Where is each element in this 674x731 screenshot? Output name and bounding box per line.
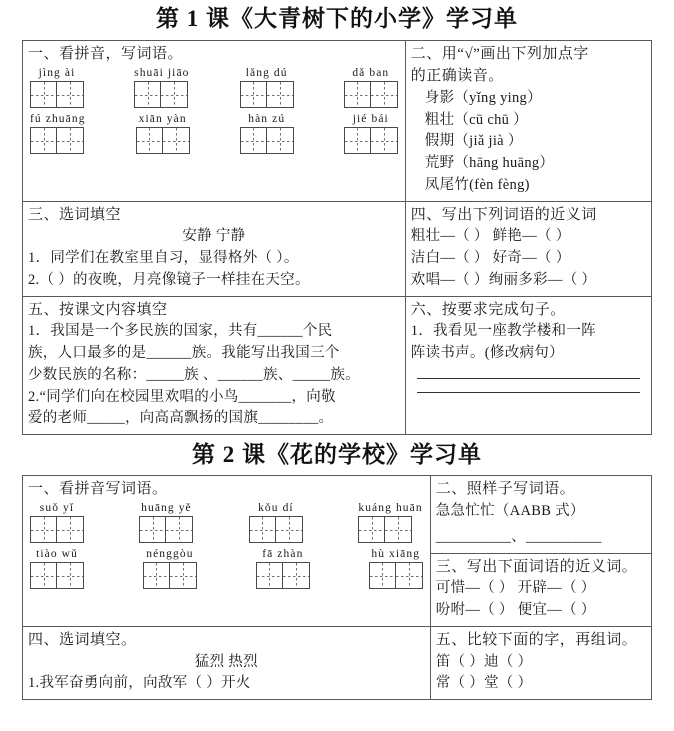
pinyin-label: xiān yàn xyxy=(138,113,187,126)
table-row xyxy=(23,297,651,435)
l2-section-4-question-1[interactable]: 1.我军奋勇向前，向敌军（ ）开火 xyxy=(28,675,251,692)
pinyin-item xyxy=(344,113,398,154)
section-6-complete-sentence xyxy=(406,297,651,435)
l2-section-4-fill-word xyxy=(23,627,431,699)
grid-cell[interactable] xyxy=(30,81,57,108)
grid-cell[interactable] xyxy=(369,562,396,589)
grid-cell[interactable] xyxy=(166,516,193,543)
pinyin-item xyxy=(358,502,422,543)
pinyin-label: fú zhuāng xyxy=(30,113,86,126)
pronunciation-item[interactable]: 粗壮（cū chū ） xyxy=(424,111,528,128)
grid-cell[interactable] xyxy=(139,516,166,543)
l2-section-3-heading: 三、写出下面词语的近义词。 xyxy=(435,558,638,575)
section-6-heading: 六、按要求完成句子。 xyxy=(410,301,566,318)
grid-cell[interactable] xyxy=(57,81,84,108)
l2-pinyin-grid-row-2 xyxy=(28,547,425,593)
section-1-heading: 一、看拼音，写词语。 xyxy=(28,46,184,63)
pinyin-item xyxy=(30,502,84,543)
tianzige-grid[interactable] xyxy=(136,127,190,154)
section-3-word-options: 安静 宁静 xyxy=(182,228,246,245)
pinyin-item xyxy=(344,67,398,108)
section-3-question-1[interactable]: 1．同学们在教室里自习，显得格外（ ）。 xyxy=(28,250,299,267)
fill-line[interactable]: 族，人口最多的是______族。我能写出我国三个 xyxy=(28,345,340,362)
lesson2-table xyxy=(22,475,652,700)
grid-cell[interactable] xyxy=(344,127,371,154)
l2-section-2-example: 急急忙忙（AABB 式） xyxy=(435,503,585,520)
pinyin-label: nénggòu xyxy=(146,548,194,561)
fill-line[interactable]: 1．我国是一个多民族的国家，共有______个民 xyxy=(28,323,333,340)
pinyin-item xyxy=(240,113,294,154)
grid-cell[interactable] xyxy=(267,81,294,108)
grid-cell[interactable] xyxy=(30,516,57,543)
grid-cell[interactable] xyxy=(143,562,170,589)
grid-cell[interactable] xyxy=(30,562,57,589)
synonym-row[interactable]: 洁白—（ ） 好奇—（ ） xyxy=(410,250,571,267)
grid-cell[interactable] xyxy=(161,81,188,108)
section-5-heading: 五、按课文内容填空 xyxy=(28,301,168,318)
section-2-heading-line1: 二、用“√”画出下列加点字 xyxy=(410,46,589,63)
l2-section-5-compare-characters xyxy=(431,627,651,699)
grid-cell[interactable] xyxy=(283,562,310,589)
pinyin-item xyxy=(143,548,197,589)
tianzige-grid[interactable] xyxy=(344,127,398,154)
compare-row[interactable]: 笛（ ）迪（ ） xyxy=(435,653,533,670)
pinyin-item xyxy=(30,548,84,589)
grid-cell[interactable] xyxy=(170,562,197,589)
l2-right-column xyxy=(431,476,651,626)
section-1-kanpinyin xyxy=(23,41,406,200)
pinyin-item xyxy=(134,67,189,108)
grid-cell[interactable] xyxy=(344,81,371,108)
synonym-row[interactable]: 欢唱—（ ）绚丽多彩—（ ） xyxy=(410,271,597,288)
pinyin-label: tiào wǔ xyxy=(36,548,78,561)
tianzige-grid[interactable] xyxy=(134,81,189,108)
fill-line[interactable]: 爱的老师_____，向高高飘扬的国旗________。 xyxy=(28,410,334,427)
grid-cell[interactable] xyxy=(358,516,385,543)
section-2-heading-line2: 的正确读音。 xyxy=(410,68,504,85)
pinyin-item xyxy=(30,113,86,154)
pronunciation-item[interactable]: 凤尾竹(fèn fèng) xyxy=(424,176,530,193)
compare-row[interactable]: 常（ ）堂（ ） xyxy=(435,675,533,692)
tianzige-grid[interactable] xyxy=(30,81,84,108)
pinyin-label: fā zhàn xyxy=(262,548,304,561)
pinyin-label: jié bái xyxy=(352,113,389,126)
tianzige-grid[interactable] xyxy=(240,127,294,154)
grid-cell[interactable] xyxy=(249,516,276,543)
synonym-row[interactable]: 粗壮—（ ） 鲜艳—（ ） xyxy=(410,228,571,245)
tianzige-grid[interactable] xyxy=(30,562,84,589)
synonym-row[interactable]: 吩咐—（ ） 便宜—（ ） xyxy=(435,602,596,619)
answer-blank-line[interactable] xyxy=(417,378,640,379)
pronunciation-item[interactable]: 荒野（hāng huāng） xyxy=(424,155,555,172)
grid-cell[interactable] xyxy=(57,516,84,543)
l2-section-4-heading: 四、选词填空。 xyxy=(28,631,137,648)
tianzige-grid[interactable] xyxy=(139,516,193,543)
pinyin-label: hàn zú xyxy=(248,113,286,126)
section-5-fill-from-text xyxy=(23,297,406,435)
grid-cell[interactable] xyxy=(163,127,190,154)
synonym-row[interactable]: 可惜—（ ） 开辟—（ ） xyxy=(435,580,596,597)
pinyin-item xyxy=(240,67,294,108)
pinyin-label: hù xiāng xyxy=(371,548,421,561)
l2-section-4-options: 猛烈 热烈 xyxy=(194,653,258,670)
tianzige-grid[interactable] xyxy=(240,81,294,108)
section-3-fill-word xyxy=(23,202,406,296)
grid-cell[interactable] xyxy=(276,516,303,543)
tianzige-grid[interactable] xyxy=(358,516,422,543)
section-3-heading: 三、选词填空 xyxy=(28,206,122,223)
lesson1-title: 第 1 课《大青树下的小学》学习单 xyxy=(156,6,518,31)
l2-pinyin-grid-row-1 xyxy=(28,501,425,547)
tianzige-grid[interactable] xyxy=(30,127,86,154)
grid-cell[interactable] xyxy=(57,562,84,589)
grid-cell[interactable] xyxy=(134,81,161,108)
sentence-line: 阵读书声。(修改病句） xyxy=(410,345,564,362)
l2-section-5-heading: 五、比较下面的字，再组词。 xyxy=(435,631,638,648)
tianzige-grid[interactable] xyxy=(344,81,398,108)
answer-blank-line[interactable] xyxy=(417,392,640,393)
grid-cell[interactable] xyxy=(30,127,57,154)
tianzige-grid[interactable] xyxy=(30,516,84,543)
pinyin-item xyxy=(369,548,423,589)
table-row xyxy=(23,476,651,627)
pinyin-label: lǎng dú xyxy=(245,67,288,80)
pinyin-label: suǒ yǐ xyxy=(39,502,75,515)
pinyin-item xyxy=(30,67,84,108)
pinyin-label: kǒu dí xyxy=(258,502,294,515)
pinyin-label: jìng ài xyxy=(38,67,76,80)
tianzige-grid[interactable] xyxy=(143,562,197,589)
pinyin-item xyxy=(139,502,193,543)
pinyin-label: dǎ ban xyxy=(352,67,390,80)
tianzige-grid[interactable] xyxy=(369,562,423,589)
grid-cell[interactable] xyxy=(240,127,267,154)
tianzige-grid[interactable] xyxy=(249,516,303,543)
section-3-question-2[interactable]: 2.（ ）的夜晚，月亮像镜子一样挂在天空。 xyxy=(28,271,310,288)
pinyin-label: kuáng huān xyxy=(358,502,423,515)
pronunciation-item[interactable]: 身影（yǐng ying） xyxy=(424,89,542,106)
l2-section-2-heading: 二、照样子写词语。 xyxy=(435,481,576,498)
pinyin-grid-row-2 xyxy=(28,112,400,158)
l2-section-2-write-like-example xyxy=(431,476,651,553)
grid-cell[interactable] xyxy=(240,81,267,108)
section-4-heading: 四、写出下列词语的近义词 xyxy=(410,206,597,223)
grid-cell[interactable] xyxy=(396,562,423,589)
l2-section-1-kanpinyin xyxy=(23,476,431,626)
grid-cell[interactable] xyxy=(136,127,163,154)
fill-line[interactable]: 2.“同学们向在校园里欢唱的小鸟_______，向敬 xyxy=(28,388,336,405)
l2-section-1-heading: 一、看拼音写词语。 xyxy=(28,481,168,498)
fill-line[interactable]: 少数民族的名称：_____族 、______族、_____族。 xyxy=(28,366,360,383)
l2-section-3-synonyms xyxy=(431,554,651,626)
table-row xyxy=(23,627,651,699)
section-2-choose-pronunciation xyxy=(406,41,651,200)
grid-cell[interactable] xyxy=(57,127,84,154)
sentence-line: 1．我看见一座教学楼和一阵 xyxy=(410,323,596,340)
grid-cell[interactable] xyxy=(385,516,412,543)
grid-cell[interactable] xyxy=(371,81,398,108)
table-row xyxy=(23,41,651,201)
pinyin-grid-row-1 xyxy=(28,66,400,112)
pronunciation-item[interactable]: 假期（jiǎ jià ） xyxy=(424,133,523,150)
lesson1-table xyxy=(22,40,652,435)
tianzige-grid[interactable] xyxy=(256,562,310,589)
pinyin-item xyxy=(256,548,310,589)
pinyin-item xyxy=(249,502,303,543)
grid-cell[interactable] xyxy=(256,562,283,589)
grid-cell[interactable] xyxy=(267,127,294,154)
pinyin-item xyxy=(136,113,190,154)
pinyin-label: huāng yě xyxy=(141,502,192,515)
lesson2-title: 第 2 课《花的学校》学习单 xyxy=(192,442,482,468)
grid-cell[interactable] xyxy=(371,127,398,154)
table-row xyxy=(23,202,651,297)
l2-section-2-answer-row[interactable]: __________、__________ xyxy=(435,528,602,545)
pinyin-label: shuāi jiāo xyxy=(134,67,190,80)
section-4-synonyms xyxy=(406,202,651,296)
